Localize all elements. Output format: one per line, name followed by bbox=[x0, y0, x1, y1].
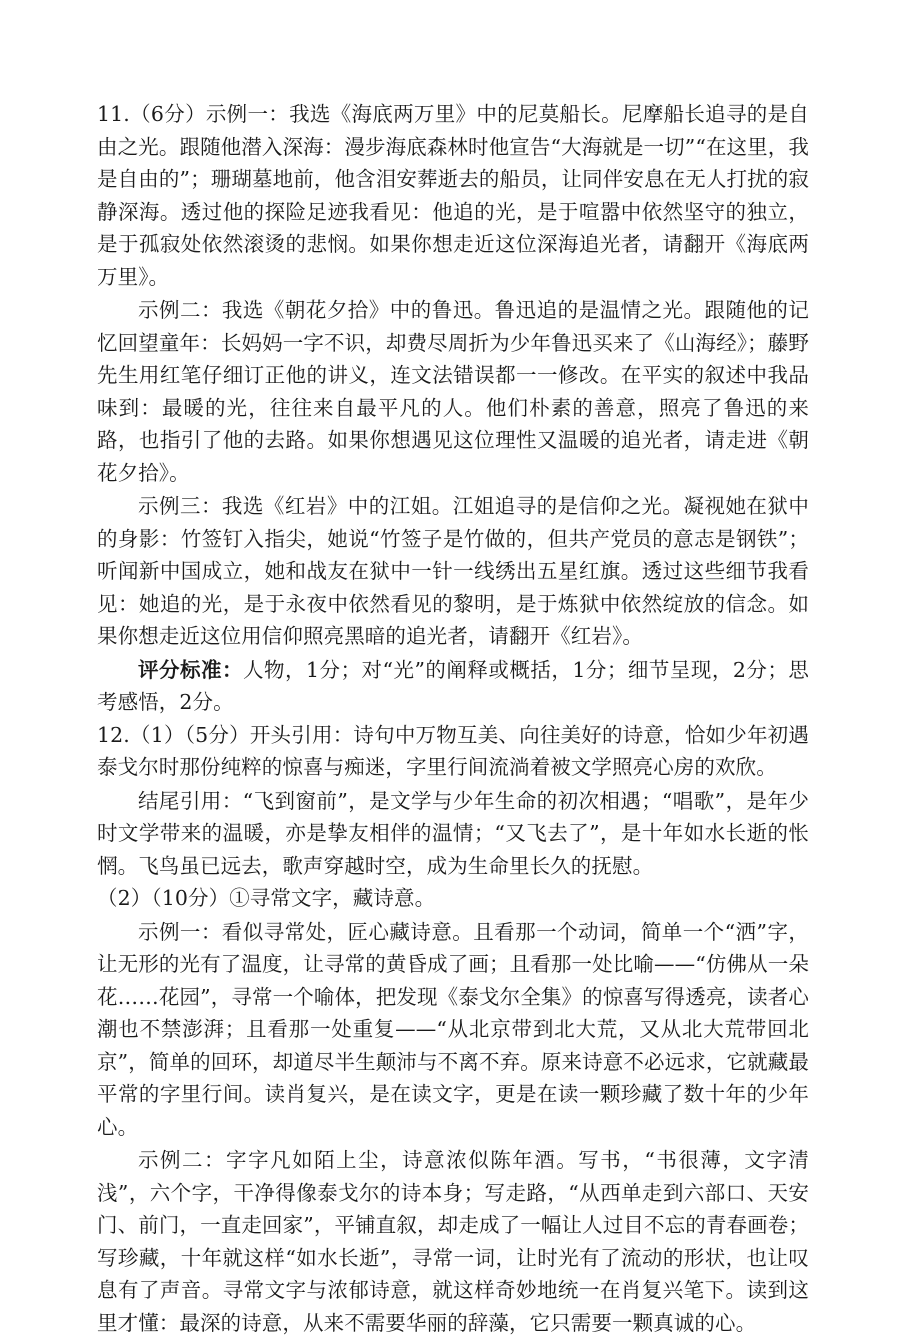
answer-11-scoring bbox=[97, 654, 809, 719]
scoring-text: 人物，1分；对“光”的阐释或概括，1分；细节呈现，2分；思考感悟，2分。 bbox=[97, 657, 810, 714]
answer-12-2-example-1: 示例一：看似寻常处，匠心藏诗意。且看那一个动词，简单一个“洒”字，让无形的光有了温度，让寻常的黄昏成了画；且看那一处比喻——“仿佛从一朵花……花园”，寻常一个喻体，把发现《泰戈尔全集》的惊喜写得透亮，读者心潮也不禁澎湃；且看那一处重复——“从北京带到北大荒，又从北大荒带回北京”，简单的回环，却道尽半生颠沛与不离不弃。原来诗意不必远求，它就藏最平常的字里行间。读肖复兴，是在读文字，更是在读一颗珍藏了数十年的少年心。 bbox=[97, 919, 809, 1139]
answer-11-example-2: 示例二：我选《朝花夕拾》中的鲁迅。鲁迅追的是温情之光。跟随他的记忆回望童年：长妈妈一字不识，却费尽周折为少年鲁迅买来了《山海经》；藤野先生用红笔仔细订正他的讲义，连文法错误都一一修改。在平实的叙述中我品味到：最暖的光，往往来自最平凡的人。他们朴素的善意，照亮了鲁迅的来路，也指引了他的去路。如果你想遇见这位理性又温暖的追光者，请走进《朝花夕拾》。 bbox=[97, 298, 809, 485]
answer-12-1-ending: 结尾引用：“飞到窗前”，是文学与少年生命的初次相遇；“唱歌”，是年少时文学带来的温暖，亦是挚友相伴的温情；“又飞去了”，是十年如水长逝的怅惘。飞鸟虽已远去，歌声穿越时空，成为生命里长久的抚慰。 bbox=[97, 788, 809, 878]
answer-11-example-1: 11.（6分）示例一：我选《海底两万里》中的尼莫船长。尼摩船长追寻的是自由之光。跟随他潜入深海：漫步海底森林时他宣告“大海就是一切”“在这里，我是自由的”；珊瑚墓地前，他含泪安葬逝去的船员，让同伴安息在无人打扰的寂静深海。透过他的探险足迹我看见：他追的光，是于喧嚣中依然坚守的独立，是于孤寂处依然滚烫的悲悯。如果你想走近这位深海追光者，请翻开《海底两万里》。 bbox=[97, 102, 809, 289]
answer-12-2-example-2: 示例二：字字凡如陌上尘，诗意浓似陈年酒。写书，“书很薄，文字清浅”，六个字，干净得像泰戈尔的诗本身；写走路，“从西单走到六部口、天安门、前门，一直走回家”，平铺直叙，却走成了一幅让人过目不忘的青春画卷；写珍藏，十年就这样“如水长逝”，寻常一词，让时光有了流动的形状，也让叹息有了声音。寻常文字与浓郁诗意，就这样奇妙地统一在肖复兴笔下。读到这里才懂：最深的诗意，从来不需要华丽的辞藻，它只需要一颗真诚的心。 bbox=[97, 1148, 809, 1335]
scoring-label: 评分标准： bbox=[138, 657, 243, 682]
answer-12-1: 12.（1）（5分）开头引用：诗句中万物互美、向往美好的诗意，恰如少年初遇泰戈尔时那份纯粹的惊喜与痴迷，字里行间流淌着被文学照亮心房的欢欣。 bbox=[97, 722, 809, 779]
answer-12-2-heading: （2）（10分）①寻常文字，藏诗意。 bbox=[97, 886, 436, 910]
answer-content bbox=[97, 98, 809, 1339]
answer-11-example-3: 示例三：我选《红岩》中的江姐。江姐追寻的是信仰之光。凝视她在狱中的身影：竹签钉入指尖，她说“竹签子是竹做的，但共产党员的意志是钢铁”；听闻新中国成立，她和战友在狱中一针一线绣出五星红旗。透过这些细节我看见：她追的光，是于永夜中依然看见的黎明，是于炼狱中依然绽放的信念。如果你想走近这位用信仰照亮黑暗的追光者，请翻开《红岩》。 bbox=[97, 494, 809, 648]
